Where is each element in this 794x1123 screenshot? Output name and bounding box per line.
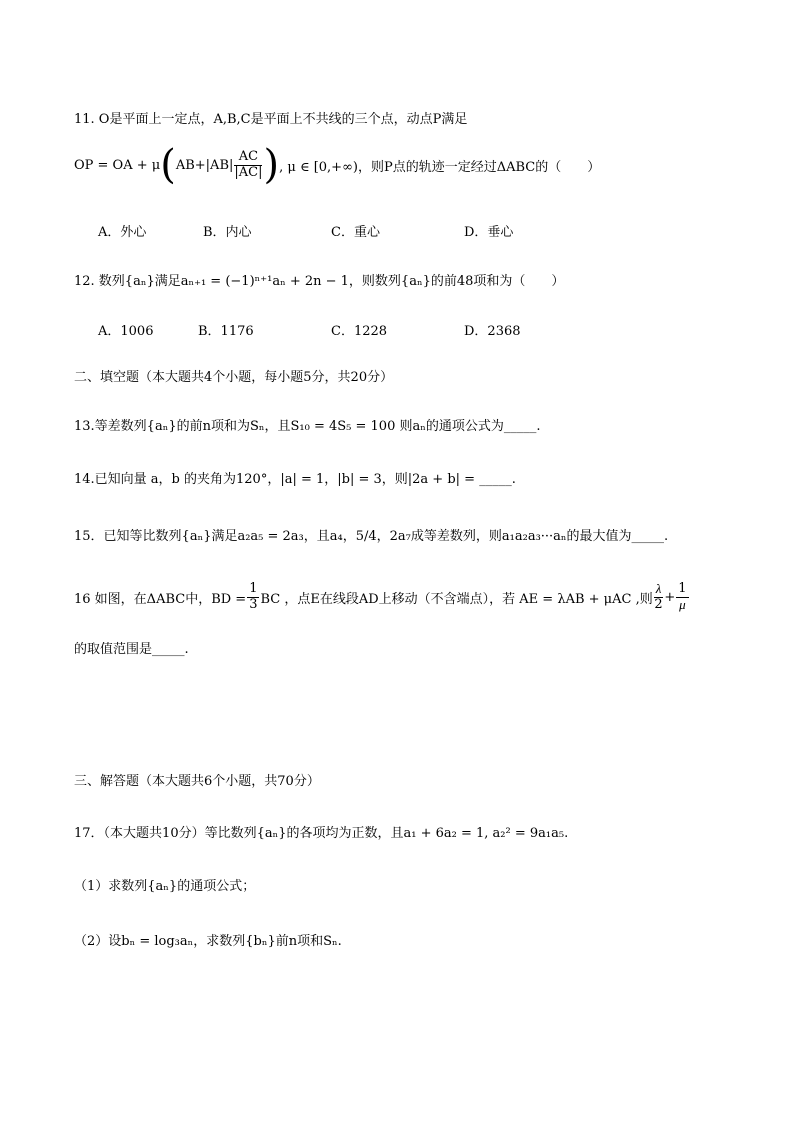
q16-part2: BC ，点E在线段AD上移动（不含端点），若 AE = λAB + μAC ,则 xyxy=(260,591,653,607)
q15-stem: 15．已知等比数列{aₙ}满足a₂a₅ = 2a₃，且a₄，5/4，2a₇成等差数列，则a₁a₂a₃···aₙ的最大值为_____. xyxy=(74,529,669,544)
q17-sub1: （1）求数列{aₙ}的通项公式； xyxy=(74,879,256,894)
q11-formula-right: , μ ∈ [0,+∞)，则P点的轨迹一定经过ΔABC的（ ） xyxy=(279,159,601,175)
section-fill-in-heading: 二、填空题（本大题共4个小题，每小题5分，共20分） xyxy=(74,370,394,385)
q11-stem: 11. O是平面上一定点，A,B,C是平面上不共线的三个点，动点P满足 xyxy=(74,112,468,127)
q16-fraction-lambda xyxy=(654,582,664,612)
q12-option-c: C．1228 xyxy=(331,324,388,339)
q12-stem: 12. 数列{aₙ}满足aₙ₊₁ = (−1)ⁿ⁺¹aₙ + 2n − 1，则数列{aₙ}的前48项和为（ ） xyxy=(74,274,565,289)
q11-frac-den: |AC| xyxy=(234,164,263,180)
q16-plus: + xyxy=(664,589,676,605)
q16-line2: 的取值范围是_____. xyxy=(74,642,189,657)
q16-f2-num: 1 xyxy=(678,581,687,597)
q16-part1: 16 如图，在ΔABC中，BD = xyxy=(74,591,247,607)
section-answer-heading: 三、解答题（本大题共6个小题，共70分） xyxy=(74,774,320,789)
q16-fraction-mu xyxy=(676,582,688,612)
q11-option-a: A．外心 xyxy=(98,225,147,240)
q16-frac-num: 1 xyxy=(249,581,258,597)
q11-formula-inner-2: +|AB| xyxy=(194,157,234,173)
q13-stem: 13.等差数列{aₙ}的前n项和为Sₙ，且S₁₀ = 4S₅ = 100 则aₙ的通项公式为_____. xyxy=(74,419,541,434)
q16-f2-den: μ xyxy=(679,596,686,612)
q11-formula xyxy=(74,140,600,190)
q12-option-a: A．1006 xyxy=(98,324,154,339)
q16-stem xyxy=(74,575,690,619)
q11-formula-inner-1: AB xyxy=(175,157,195,173)
q12-option-d: D．2368 xyxy=(464,324,521,339)
q16-f1-den: 2 xyxy=(654,596,663,612)
q17-stem: 17．（本大题共10分）等比数列{aₙ}的各项均为正数，且a₁ + 6a₂ = 1, a₂² = 9a₁a₅. xyxy=(74,826,569,841)
q11-formula-left: OP = OA + μ xyxy=(74,157,161,173)
q11-option-b: B．内心 xyxy=(203,225,252,240)
q11-fraction xyxy=(234,150,262,180)
q11-right-paren: ) xyxy=(263,142,280,188)
q12-option-b: B．1176 xyxy=(198,324,254,339)
q16-frac-den: 3 xyxy=(249,596,258,612)
q11-left-paren: ( xyxy=(160,142,176,188)
q16-fraction-one-third xyxy=(247,582,259,612)
q11-frac-num: AC xyxy=(234,150,262,165)
q14-stem: 14.已知向量 a，b 的夹角为120°，|a| = 1，|b| = 3，则|2a + b| = _____. xyxy=(74,472,516,487)
q11-option-d: D．垂心 xyxy=(464,225,514,240)
q16-f1-num: λ xyxy=(655,581,662,597)
q17-sub2: （2）设bₙ = log₃aₙ，求数列{bₙ}前n项和Sₙ. xyxy=(74,934,342,949)
q11-option-c: C．重心 xyxy=(331,225,380,240)
